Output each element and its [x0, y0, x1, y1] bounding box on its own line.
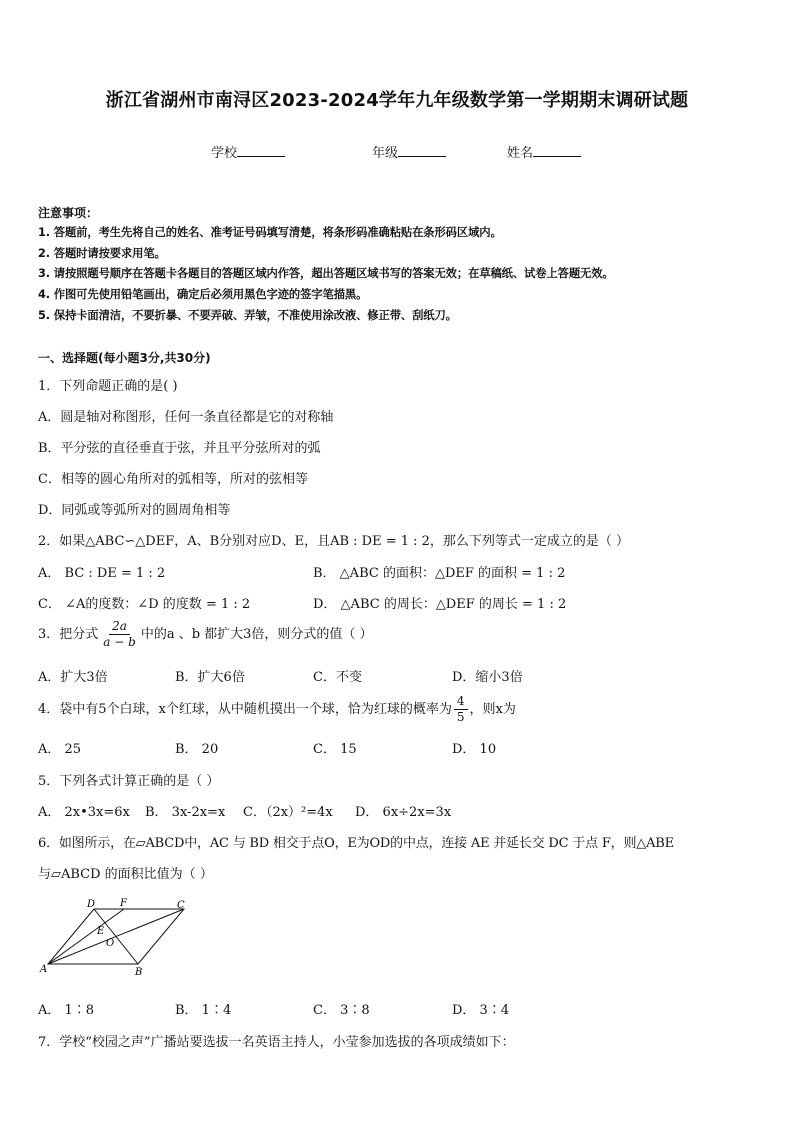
question-5-option-c: C．（2x）²=4x [243, 805, 333, 820]
name-label: 姓名 [507, 146, 534, 161]
question-6-option-b: B． 1∶4 [175, 1003, 232, 1018]
question-4-fraction [454, 694, 468, 725]
question-3-stem [38, 619, 373, 650]
section-heading: 一、选择题(每小题3分,共30分) [38, 351, 211, 365]
note-item: 1. 答题前，考生先将自己的姓名、准考证号码填写清楚，将条形码准确粘贴在条形码区域内。 [38, 226, 502, 239]
note-item: 5. 保持卡面清洁，不要折暴、不要弄破、弄皱，不准使用涂改液、修正带、刮纸刀。 [38, 309, 457, 322]
question-3-option-c: C．不变 [313, 670, 362, 685]
label-o: O [106, 938, 115, 949]
label-a: A [40, 964, 48, 975]
question-1-option-c: C．相等的圆心角所对的弧相等，所对的弦相等 [38, 472, 308, 487]
question-2-option-a: A． BC : DE = 1 : 2 [38, 566, 166, 581]
question-1-option-d: D．同弧或等弧所对的圆周角相等 [38, 503, 231, 518]
question-3-suffix: 中的a 、b 都扩大3倍，则分式的值（ ） [140, 627, 373, 642]
notes-heading: 注意事项： [38, 206, 99, 220]
question-6-stem-line-1: 6．如图所示，在▱ABCD中，AC 与 BD 相交于点O，E为OD的中点，连接 AE 并延长交 DC 于点 F，则△ABE [38, 836, 674, 851]
grade-field [372, 142, 446, 161]
parallelogram-figure [38, 896, 198, 976]
grade-blank [398, 144, 446, 157]
question-4-suffix: ，则x为 [469, 702, 516, 717]
question-2-option-d: D． △ABC 的周长：△DEF 的周长 = 1 : 2 [313, 597, 567, 612]
question-5-option-b: B． 3x-2x=x [145, 805, 226, 820]
question-3-numerator: 2a [109, 619, 130, 635]
school-field [211, 142, 285, 161]
question-4-prefix: 4．袋中有5个白球，x个红球，从中随机摸出一个球，恰为红球的概率为 [38, 702, 452, 717]
school-blank [237, 144, 285, 157]
question-2-option-c: C． ∠A的度数：∠D 的度数 = 1 : 2 [38, 597, 251, 612]
question-4-option-b: B． 20 [175, 742, 219, 757]
name-field [507, 142, 581, 161]
note-item: 2. 答题时请按要求用笔。 [38, 247, 166, 260]
question-4-denominator: 5 [456, 710, 465, 724]
question-4-option-d: D． 10 [452, 742, 497, 757]
label-c: C [177, 900, 185, 911]
question-6-option-a: A． 1∶8 [38, 1003, 95, 1018]
question-4-numerator: 4 [454, 694, 468, 710]
question-2-option-b: B． △ABC 的面积：△DEF 的面积 = 1 : 2 [313, 566, 566, 581]
question-6-stem-line-2: 与▱ABCD 的面积比值为（ ） [38, 867, 213, 882]
page-title: 浙江省湖州市南浔区2023-2024学年九年级数学第一学期期末调研试题 [105, 90, 689, 111]
label-f: F [120, 898, 127, 909]
question-3-option-d: D．缩小3倍 [452, 670, 523, 685]
question-5-stem: 5．下列各式计算正确的是（ ） [38, 774, 220, 789]
question-5-option-a: A． 2x•3x=6x [38, 805, 130, 820]
question-4-option-c: C． 15 [313, 742, 357, 757]
label-e: E [97, 926, 105, 937]
question-6-option-d: D． 3∶4 [452, 1003, 510, 1018]
question-5-option-d: D． 6x÷2x=3x [355, 805, 452, 820]
question-7-stem: 7．学校“校园之声”广播站要选拔一名英语主持人，小莹参加选拔的各项成绩如下： [38, 1035, 515, 1050]
label-b: B [135, 967, 143, 976]
grade-label: 年级 [372, 146, 399, 161]
question-1-option-a: A．圆是轴对称图形，任何一条直径都是它的对称轴 [38, 410, 334, 425]
note-item: 4. 作图可先使用铅笔画出，确定后必须用黑色字迹的签字笔描黑。 [38, 288, 368, 301]
question-6-option-c: C． 3∶8 [313, 1003, 370, 1018]
name-blank [533, 144, 581, 157]
question-4-stem [38, 694, 516, 725]
question-3-prefix: 3．把分式 [38, 627, 99, 642]
label-d: D [87, 899, 96, 910]
question-4-option-a: A． 25 [38, 742, 82, 757]
note-item: 3. 请按照题号顺序在答题卡各题目的答题区域内作答，超出答题区域书写的答案无效；在草稿纸、试卷上答题无效。 [38, 267, 614, 280]
question-1-option-b: B．平分弦的直径垂直于弦，并且平分弦所对的弧 [38, 441, 321, 456]
question-3-denominator: a − b [103, 635, 136, 649]
question-2-stem: 2．如果△ABC∽△DEF，A、B分别对应D、E，且AB : DE = 1 : 2，那么下列等式一定成立的是（ ） [38, 534, 630, 549]
question-1-stem: 1．下列命题正确的是( ) [38, 379, 178, 394]
question-3-option-b: B．扩大6倍 [175, 670, 245, 685]
question-3-option-a: A．扩大3倍 [38, 670, 108, 685]
segment-af [48, 909, 124, 964]
school-label: 学校 [211, 146, 238, 161]
question-3-fraction [100, 619, 139, 650]
